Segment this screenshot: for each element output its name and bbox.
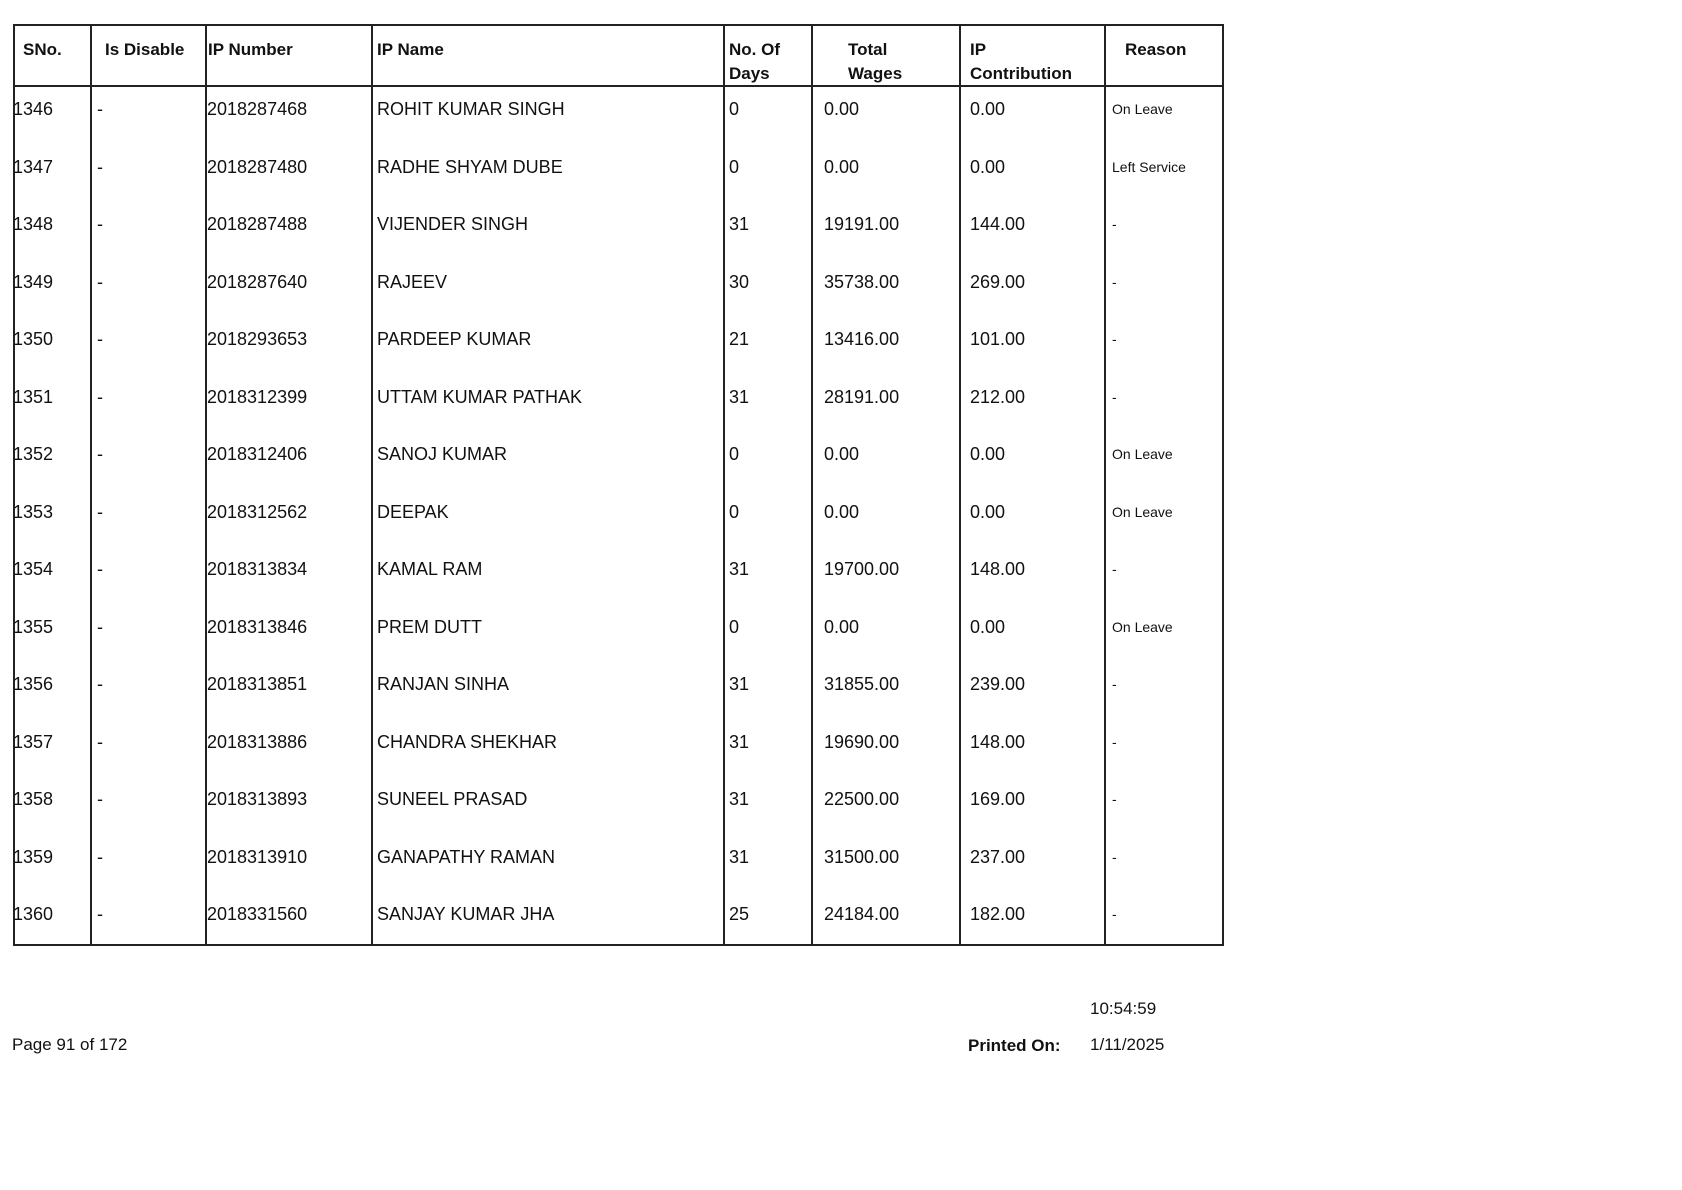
cell-ip-contribution: 0.00 <box>970 616 1006 637</box>
header-sno: SNo. <box>23 40 62 59</box>
table-row <box>15 663 1222 720</box>
cell-ip-number: 2018312406 <box>207 444 308 464</box>
cell-total-wages: 19700.00 <box>824 559 900 579</box>
printed-date: 1/11/2025 <box>1090 1035 1165 1054</box>
cell-ip-contribution: 101.00 <box>970 329 1026 349</box>
cell-ip-number: 2018287480 <box>207 156 308 177</box>
cell-sno: 1351 <box>13 386 54 407</box>
cell-is-disable: - <box>97 559 103 579</box>
cell-sno: 1353 <box>13 501 54 522</box>
cell-is-disable: - <box>97 444 103 464</box>
table-row <box>15 721 1222 778</box>
cell-total-wages: 24184.00 <box>824 904 900 924</box>
cell-is-disable: - <box>97 156 103 177</box>
cell-sno: 1359 <box>13 846 54 867</box>
cell-sno: 1356 <box>13 674 54 694</box>
cell-ip-number: 2018312562 <box>207 501 308 522</box>
table-row <box>15 88 1222 145</box>
cell-ip-name: SUNEEL PRASAD <box>377 789 528 809</box>
header-ip-name: IP Name <box>377 40 444 59</box>
cell-no-of-days: 0 <box>729 444 740 464</box>
cell-ip-number: 2018313846 <box>207 616 308 637</box>
header-reason: Reason <box>1125 40 1187 59</box>
page-number: Page 91 of 172 <box>12 1035 128 1054</box>
cell-sno: 1354 <box>13 559 54 579</box>
cell-no-of-days: 0 <box>729 501 740 522</box>
cell-is-disable: - <box>97 789 103 809</box>
cell-reason: - <box>1112 561 1117 577</box>
cell-reason: - <box>1112 906 1117 922</box>
header-no-of-days-line1: No. Of <box>729 40 780 59</box>
cell-sno: 1350 <box>13 329 54 349</box>
cell-no-of-days: 31 <box>729 846 750 867</box>
cell-reason: - <box>1112 848 1117 865</box>
cell-ip-contribution: 0.00 <box>970 501 1006 522</box>
cell-reason: On Leave <box>1112 618 1173 635</box>
cell-ip-contribution: 169.00 <box>970 789 1026 809</box>
cell-ip-name: CHANDRA SHEKHAR <box>377 731 558 752</box>
cell-reason: - <box>1112 733 1117 750</box>
header-total-wages-line2: Wages <box>848 64 903 83</box>
cell-is-disable: - <box>97 731 103 752</box>
cell-total-wages: 0.00 <box>824 156 860 177</box>
cell-no-of-days: 31 <box>729 674 750 694</box>
cell-ip-contribution: 212.00 <box>970 386 1026 407</box>
cell-sno: 1360 <box>13 904 54 924</box>
cell-ip-number: 2018313834 <box>207 559 308 579</box>
table-row <box>15 203 1222 260</box>
cell-no-of-days: 31 <box>729 214 750 234</box>
cell-reason: - <box>1112 331 1117 347</box>
cell-ip-number: 2018313851 <box>207 674 308 694</box>
cell-reason: Left Service <box>1112 158 1186 175</box>
cell-total-wages: 35738.00 <box>824 271 900 292</box>
cell-ip-number: 2018287640 <box>207 271 308 292</box>
cell-ip-name: RAJEEV <box>377 271 448 292</box>
table-row <box>15 836 1222 893</box>
cell-reason: On Leave <box>1112 446 1173 462</box>
cell-is-disable: - <box>97 214 103 234</box>
cell-sno: 1347 <box>13 156 54 177</box>
cell-ip-number: 2018287488 <box>207 214 308 234</box>
header-no-of-days <box>729 38 780 86</box>
cell-no-of-days: 0 <box>729 616 740 637</box>
cell-is-disable: - <box>97 386 103 407</box>
cell-ip-name: PARDEEP KUMAR <box>377 329 532 349</box>
printed-on-label: Printed On: <box>968 1036 1061 1055</box>
cell-total-wages: 28191.00 <box>824 386 900 407</box>
header-ip-contribution-line2: Contribution <box>970 64 1072 83</box>
cell-sno: 1355 <box>13 616 54 637</box>
cell-ip-name: SANOJ KUMAR <box>377 444 508 464</box>
cell-sno: 1357 <box>13 731 54 752</box>
cell-is-disable: - <box>97 271 103 292</box>
cell-sno: 1358 <box>13 789 54 809</box>
cell-ip-number: 2018331560 <box>207 904 308 924</box>
cell-ip-name: KAMAL RAM <box>377 559 483 579</box>
cell-ip-name: DEEPAK <box>377 501 449 522</box>
cell-ip-contribution: 0.00 <box>970 156 1006 177</box>
printed-time: 10:54:59 <box>1090 999 1157 1018</box>
cell-no-of-days: 31 <box>729 386 750 407</box>
cell-sno: 1349 <box>13 271 54 292</box>
cell-reason: - <box>1112 216 1117 232</box>
cell-ip-number: 2018293653 <box>207 329 308 349</box>
header-total-wages-line1: Total <box>848 40 888 59</box>
cell-ip-name: SANJAY KUMAR JHA <box>377 904 555 924</box>
cell-ip-number: 2018313893 <box>207 789 308 809</box>
cell-total-wages: 13416.00 <box>824 329 900 349</box>
table-row <box>15 893 1222 950</box>
header-ip-contribution-line1: IP <box>970 40 987 59</box>
cell-reason: On Leave <box>1112 503 1173 520</box>
cell-no-of-days: 31 <box>729 731 750 752</box>
cell-sno: 1352 <box>13 444 54 464</box>
cell-ip-contribution: 148.00 <box>970 559 1026 579</box>
cell-total-wages: 0.00 <box>824 444 860 464</box>
cell-total-wages: 22500.00 <box>824 789 900 809</box>
table-row <box>15 433 1222 490</box>
cell-is-disable: - <box>97 99 103 119</box>
cell-no-of-days: 0 <box>729 156 740 177</box>
cell-ip-number: 2018312399 <box>207 386 308 407</box>
cell-no-of-days: 31 <box>729 789 750 809</box>
cell-is-disable: - <box>97 501 103 522</box>
cell-no-of-days: 21 <box>729 329 750 349</box>
cell-sno: 1346 <box>13 99 54 119</box>
table-header <box>15 26 1222 86</box>
table-row <box>15 261 1222 318</box>
table-row <box>15 318 1222 375</box>
table-row <box>15 376 1222 433</box>
table-row <box>15 778 1222 835</box>
cell-total-wages: 0.00 <box>824 99 860 119</box>
cell-sno: 1348 <box>13 214 54 234</box>
cell-total-wages: 0.00 <box>824 616 860 637</box>
cell-reason: - <box>1112 791 1117 807</box>
cell-ip-number: 2018287468 <box>207 99 308 119</box>
table-row <box>15 146 1222 203</box>
cell-ip-name: PREM DUTT <box>377 616 482 637</box>
cell-reason: - <box>1112 388 1117 405</box>
cell-reason: - <box>1112 273 1117 290</box>
cell-no-of-days: 25 <box>729 904 750 924</box>
cell-no-of-days: 0 <box>729 99 740 119</box>
cell-total-wages: 19690.00 <box>824 731 900 752</box>
cell-total-wages: 31855.00 <box>824 674 900 694</box>
cell-is-disable: - <box>97 616 103 637</box>
cell-ip-contribution: 237.00 <box>970 846 1026 867</box>
cell-ip-contribution: 0.00 <box>970 444 1006 464</box>
cell-ip-name: GANAPATHY RAMAN <box>377 846 556 867</box>
table-row <box>15 606 1222 663</box>
header-total-wages <box>848 38 902 86</box>
header-no-of-days-line2: Days <box>729 64 770 83</box>
cell-ip-contribution: 239.00 <box>970 674 1026 694</box>
cell-ip-name: ROHIT KUMAR SINGH <box>377 99 565 119</box>
cell-ip-name: VIJENDER SINGH <box>377 214 529 234</box>
employee-contribution-table <box>13 24 1224 946</box>
table-row <box>15 548 1222 605</box>
cell-ip-contribution: 182.00 <box>970 904 1026 924</box>
cell-ip-name: RADHE SHYAM DUBE <box>377 156 563 177</box>
header-is-disable: Is Disable <box>105 40 185 59</box>
cell-ip-contribution: 269.00 <box>970 271 1026 292</box>
cell-ip-number: 2018313886 <box>207 731 308 752</box>
cell-reason: - <box>1112 676 1117 692</box>
cell-is-disable: - <box>97 846 103 867</box>
cell-ip-name: UTTAM KUMAR PATHAK <box>377 386 583 407</box>
cell-ip-number: 2018313910 <box>207 846 308 867</box>
cell-is-disable: - <box>97 904 103 924</box>
cell-ip-contribution: 148.00 <box>970 731 1026 752</box>
header-ip-number: IP Number <box>208 40 293 59</box>
cell-is-disable: - <box>97 329 103 349</box>
header-ip-contribution <box>970 38 1072 86</box>
cell-no-of-days: 31 <box>729 559 750 579</box>
cell-total-wages: 19191.00 <box>824 214 900 234</box>
cell-ip-contribution: 144.00 <box>970 214 1026 234</box>
cell-no-of-days: 30 <box>729 271 750 292</box>
table-row <box>15 491 1222 548</box>
cell-ip-name: RANJAN SINHA <box>377 674 510 694</box>
cell-ip-contribution: 0.00 <box>970 99 1006 119</box>
cell-total-wages: 31500.00 <box>824 846 900 867</box>
cell-is-disable: - <box>97 674 103 694</box>
cell-total-wages: 0.00 <box>824 501 860 522</box>
cell-reason: On Leave <box>1112 101 1173 117</box>
